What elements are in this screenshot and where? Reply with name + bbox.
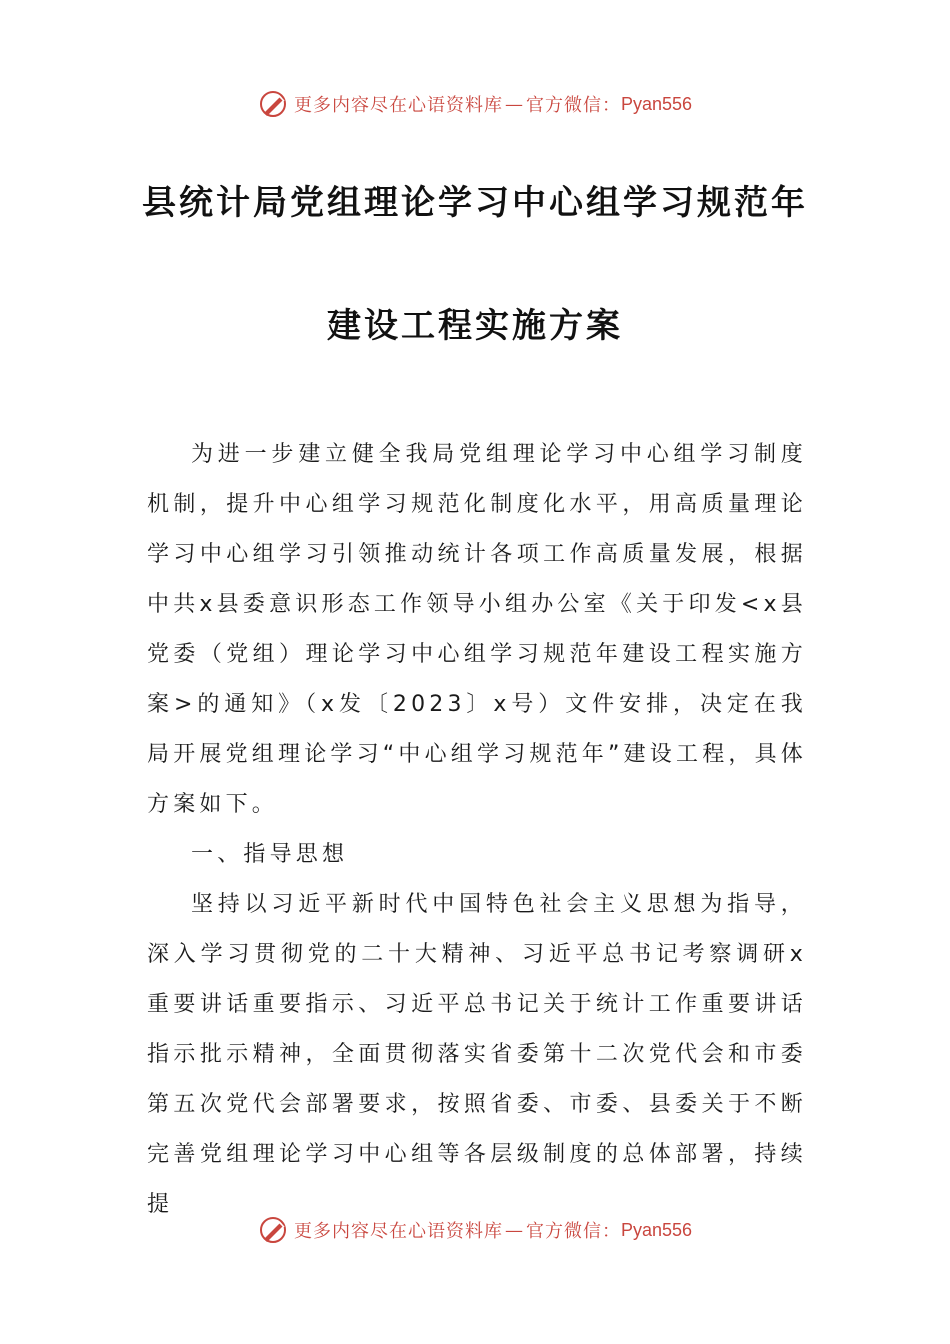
- document-body: [147, 430, 807, 1230]
- document-title-line-1: 县统计局党组理论学习中心组学习规范年: [142, 183, 808, 223]
- document-title-line-2: 建设工程实施方案: [327, 306, 623, 346]
- watermark-label: 官方微信：: [525, 1221, 621, 1242]
- watermark-handle: Pyan556: [620, 93, 693, 114]
- watermark-label: 官方微信：: [525, 95, 621, 116]
- watermark-header: [0, 87, 950, 121]
- watermark-footer: [0, 1213, 950, 1247]
- watermark-text: 更多内容尽在心语资料库: [293, 95, 503, 116]
- pen-seal-icon: [258, 1215, 288, 1245]
- watermark-handle: Pyan556: [620, 1219, 693, 1240]
- watermark-separator: —: [504, 1219, 524, 1241]
- section-paragraph-guiding-thought: 坚持以习近平新时代中国特色社会主义思想为指导，深入学习贯彻党的二十大精神、习近平总书记考察调研x重要讲话重要指示、习近平总书记关于统计工作重要讲话指示批示精神，全面贯彻落实省委第十二次党代会和市委第五次党代会部署要求，按照省委、市委、县委关于不断完善党组理论学习中心组等各层级制度的总体部署，持续提: [147, 892, 807, 1217]
- watermark-text: 更多内容尽在心语资料库: [293, 1221, 503, 1242]
- intro-paragraph: 为进一步建立健全我局党组理论学习中心组学习制度机制，提升中心组学习规范化制度化水平，用高质量理论学习中心组学习引领推动统计各项工作高质量发展，根据中共x县委意识形态工作领导小组办公室《关于印发<x县党委（党组）理论学习中心组学习规范年建设工程实施方案>的通知》（x发〔2023〕x号）文件安排，决定在我局开展党组理论学习“中心组学习规范年”建设工程，具体方案如下。: [147, 442, 807, 817]
- watermark-separator: —: [504, 93, 524, 115]
- pen-seal-icon: [258, 89, 288, 119]
- section-heading-guiding-thought: 一、指导思想: [191, 842, 349, 867]
